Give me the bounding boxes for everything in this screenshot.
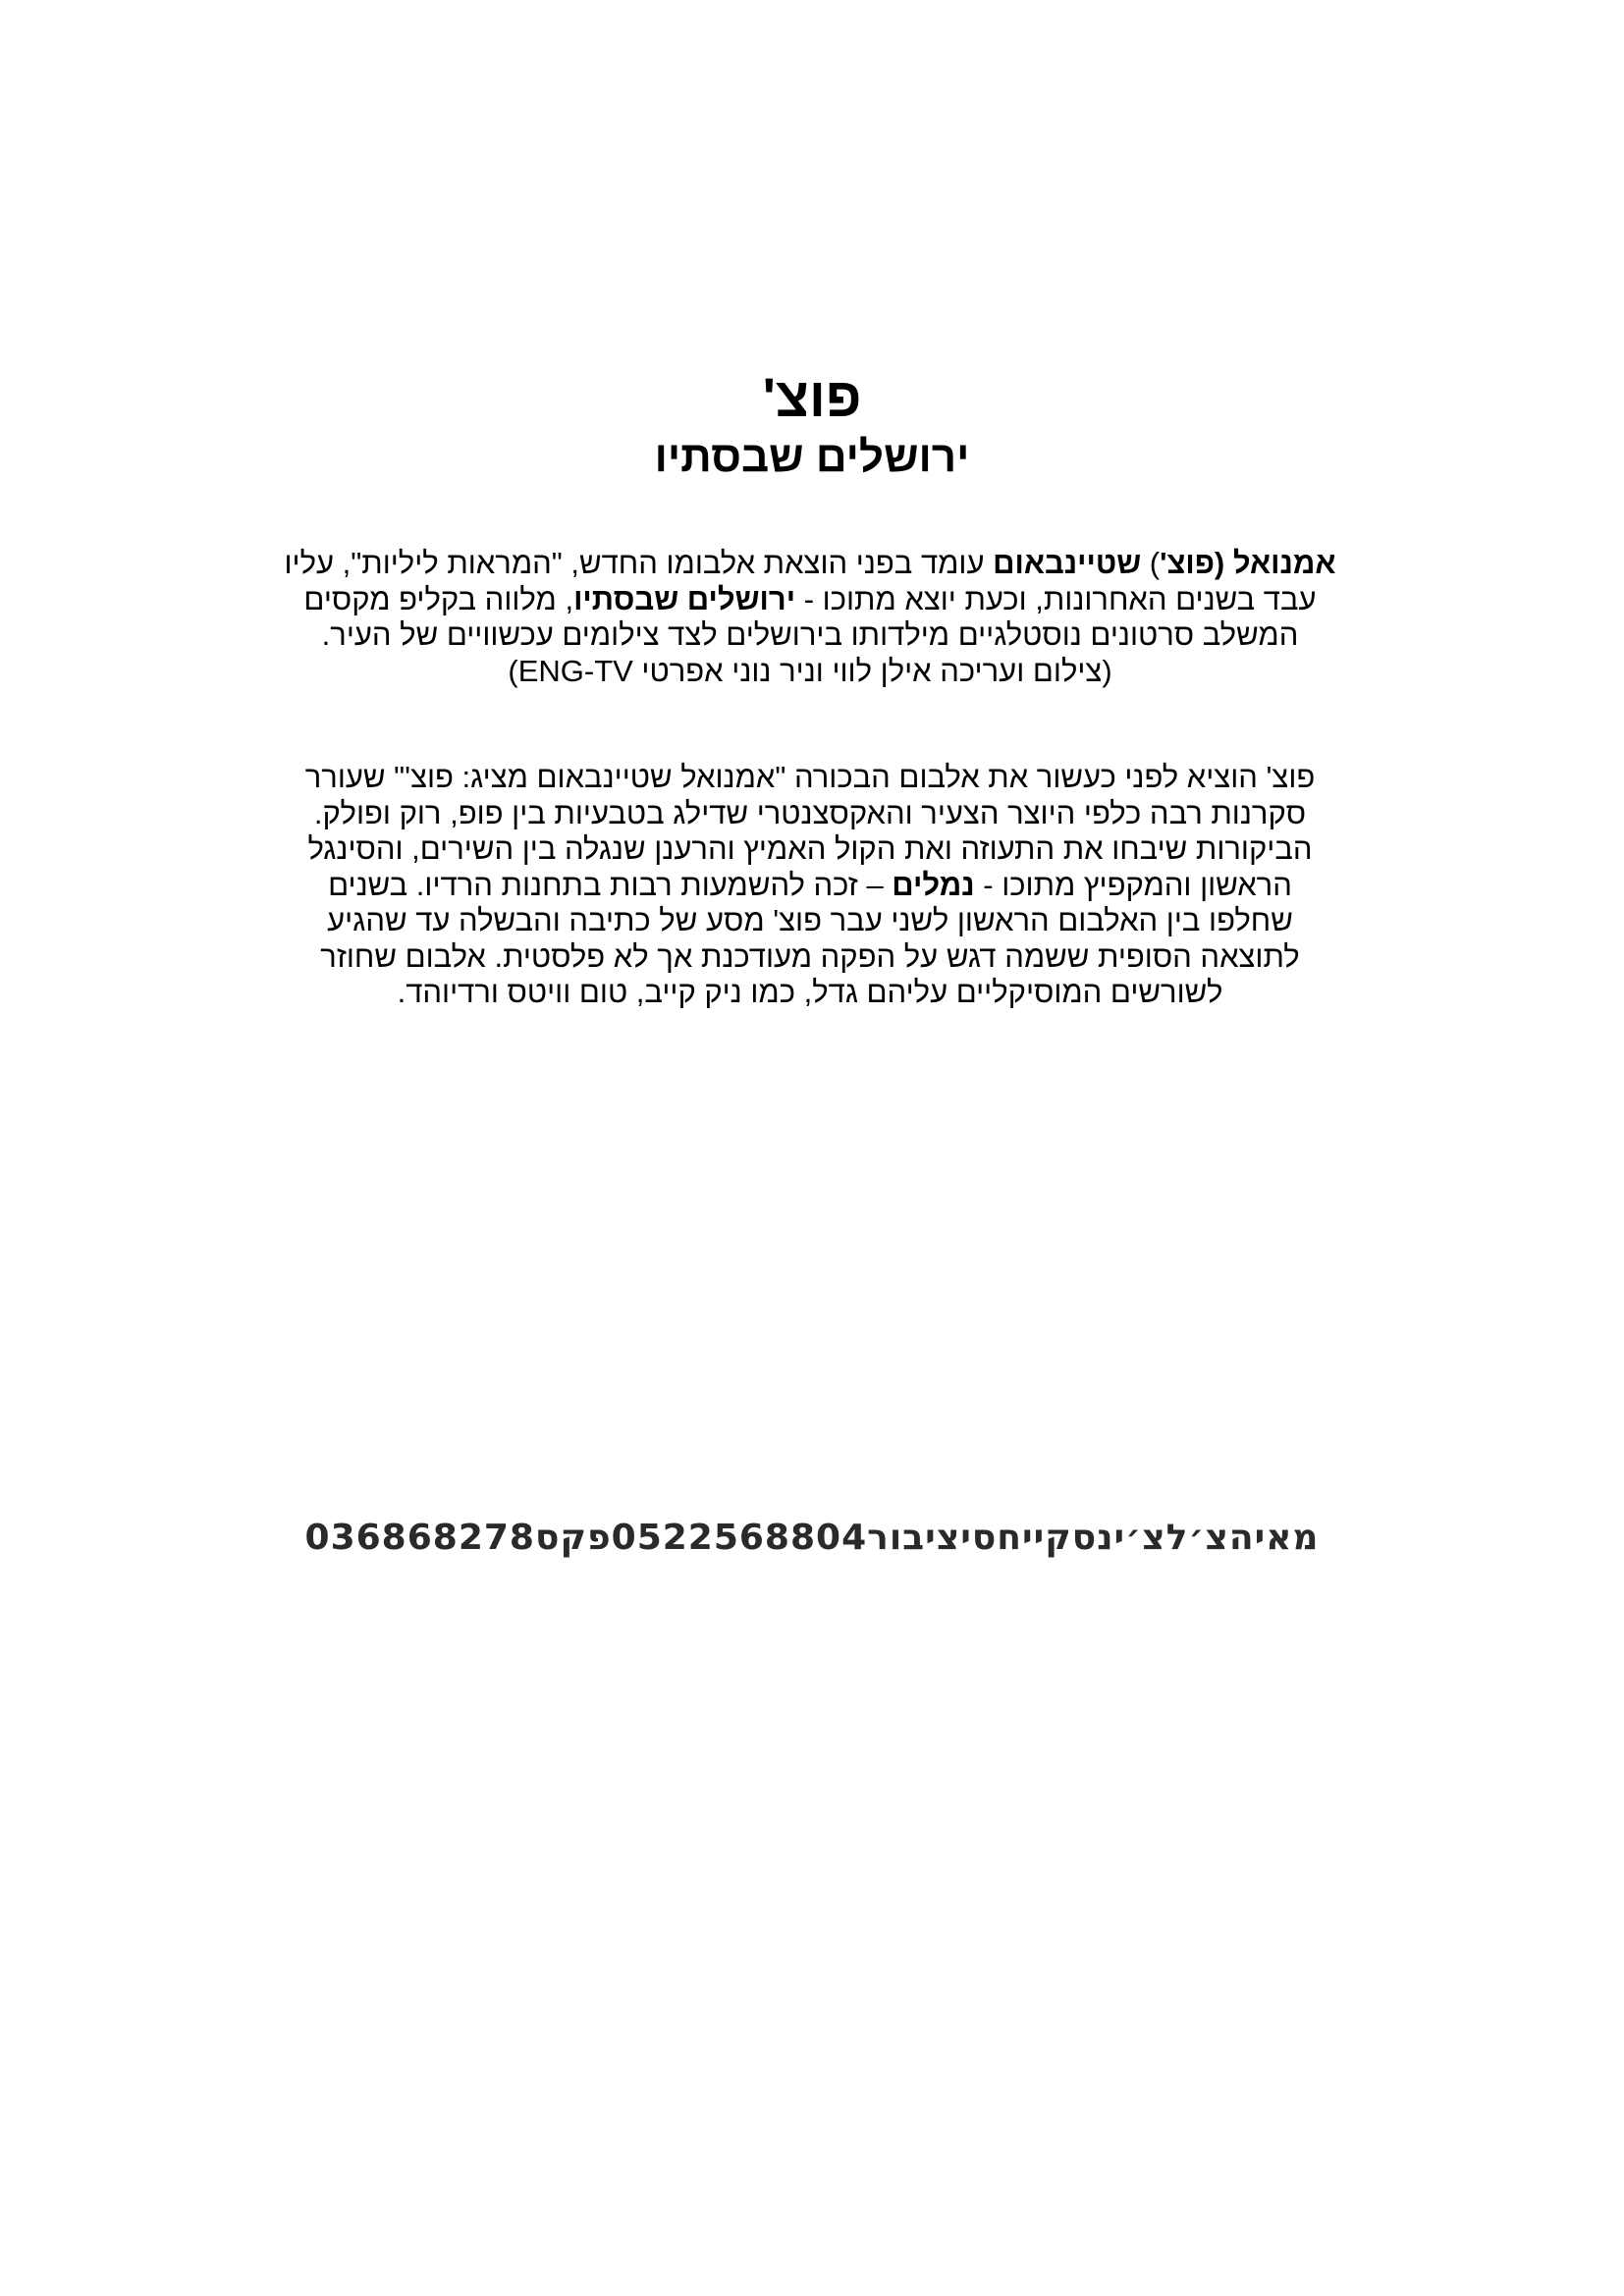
page-title: פוצ': [762, 366, 862, 428]
title-block: [0, 365, 1624, 485]
text-segment: עבד בשנים האחרונות, וכעת יוצא מתוכו -: [795, 581, 1317, 616]
paragraph-background: [187, 760, 1434, 1011]
paragraph-line: פוצ' הוציא לפני כעשור את אלבום הבכורה "אמנואל שטיינבאום מציג: פוצ'" שעורר: [304, 760, 1316, 794]
page-subtitle: ירושלים שבסתיו: [654, 433, 970, 481]
text-segment: עומד בפני הוצאת אלבומו החדש, "המראות ליליות", עליו: [284, 546, 994, 580]
text-segment: , מלווה בקליפ מקסים: [303, 581, 574, 616]
paragraph-line: שחלפו בין האלבום הראשון לשני עבר פוצ' מסע של כתיבה והבשלה עד שהגיע: [327, 903, 1293, 937]
text-segment: – זכה להשמעות רבות בתחנות הרדיו. בשנים: [328, 867, 893, 902]
bold-text: נמלים: [892, 867, 975, 902]
text-segment: הראשון והמקפיץ מתוכו -: [974, 867, 1292, 902]
bold-text: שטיינבאום: [993, 546, 1142, 580]
contact-footer: מאיהצ׳לצ׳ינסקייחסיציבור0522568804פקס036868278: [304, 1518, 1320, 1558]
paragraph-intro: [187, 546, 1434, 689]
paragraph-line: לתוצאה הסופית ששמה דגש על הפקה מעודכנת אך לא פלסטית. אלבום שחוזר: [320, 938, 1300, 974]
paragraph-line: [187, 546, 1434, 582]
paragraph-line: סקרנות רבה כלפי היוצר הצעיר והאקסצנטרי שדילג בטבעיות בין פופ, רוק ופולק.: [313, 795, 1307, 830]
paragraph-line: [187, 582, 1434, 618]
text-segment: (צילום ועריכה אילן לווי וניר נוני אפרטי: [632, 653, 1112, 688]
paragraph-line: הביקורות שיבחו את התעוזה ואת הקול האמיץ והרענן שנגלה בין השירים, והסינגל: [307, 831, 1313, 866]
credit-name: ENG-TV: [517, 653, 633, 688]
text-segment: ): [1141, 546, 1161, 580]
text-segment: ): [508, 653, 518, 688]
paragraph-line: המשלב סרטונים נוסטלגיים מילדותו בירושלים לצד צילומים עכשוויים של העיר.: [321, 617, 1299, 652]
bold-text: ירושלים שבסתיו: [573, 581, 796, 616]
paragraph-line: לשורשים המוסיקליים עליהם גדל, כמו ניק קייב, טום וויטס ורדיוהד.: [397, 975, 1223, 1009]
paragraph-line: [187, 654, 1434, 690]
paragraph-line: [187, 868, 1434, 904]
bold-text: אמנואל (פוצ': [1160, 546, 1336, 580]
